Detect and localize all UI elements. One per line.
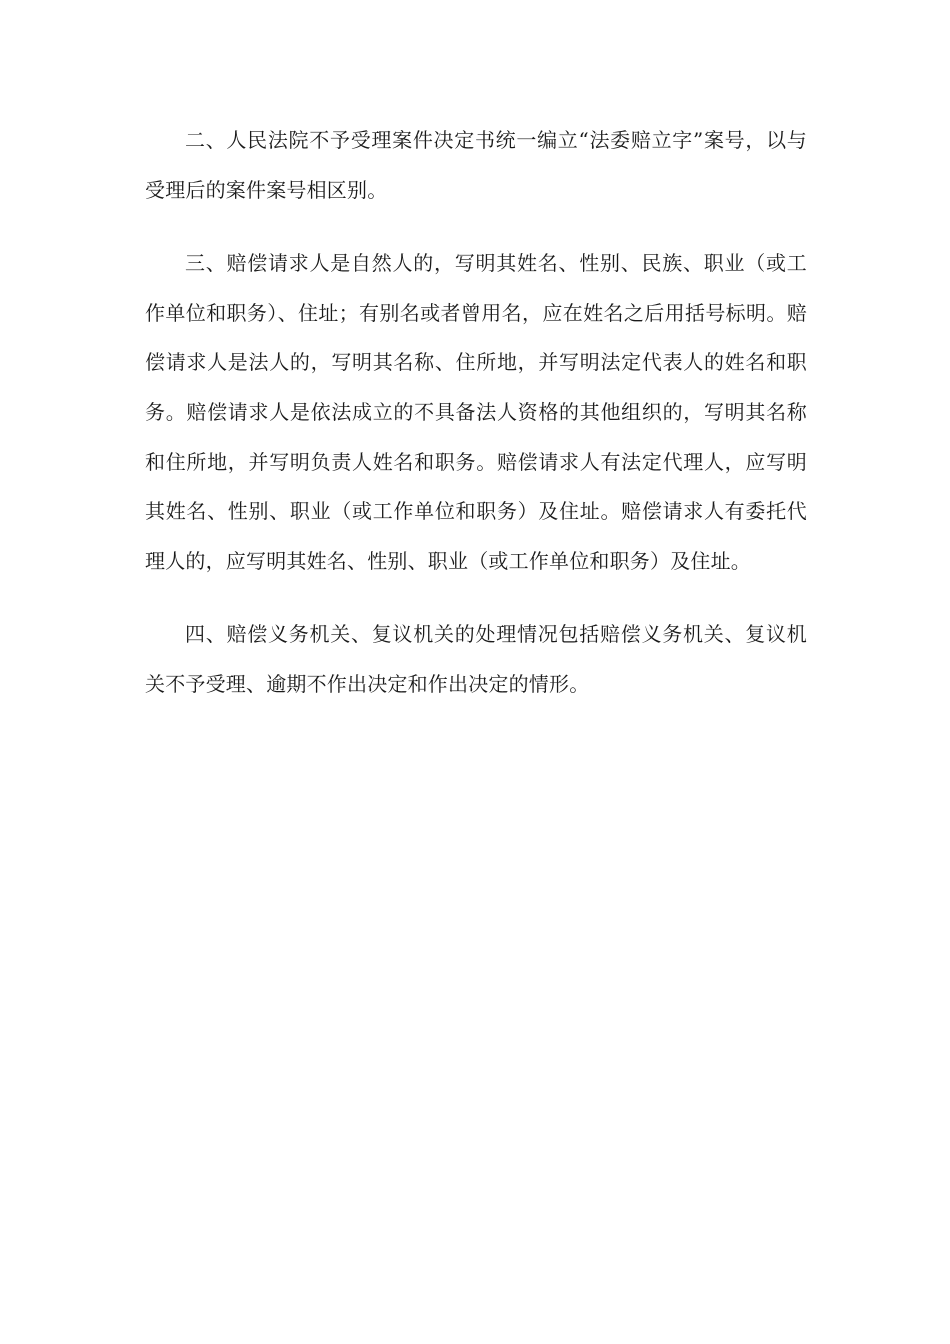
paragraph-claimant-info: 三、赔偿请求人是自然人的，写明其姓名、性别、民族、职业（或工作单位和职务）、住址；有别名或者曾用名，应在姓名之后用括号标明。赔偿请求人是法人的，写明其名称、住所地，并写明法定代表人的姓名和职务。赔偿请求人是依法成立的不具备法人资格的其他组织的，写明其名称和住所地，并写明负责人姓名和职务。赔偿请求人有法定代理人，应写明其姓名、性别、职业（或工作单位和职务）及住址。赔偿请求人有委托代理人的，应写明其姓名、性别、职业（或工作单位和职务）及住址。 bbox=[145, 251, 807, 573]
document-body bbox=[145, 116, 807, 734]
paragraph-case-number: 二、人民法院不予受理案件决定书统一编立“法委赔立字”案号，以与受理后的案件案号相区别。 bbox=[145, 128, 807, 202]
paragraph-handling-status: 四、赔偿义务机关、复议机关的处理情况包括赔偿义务机关、复议机关不予受理、逾期不作出决定和作出决定的情形。 bbox=[145, 622, 807, 696]
